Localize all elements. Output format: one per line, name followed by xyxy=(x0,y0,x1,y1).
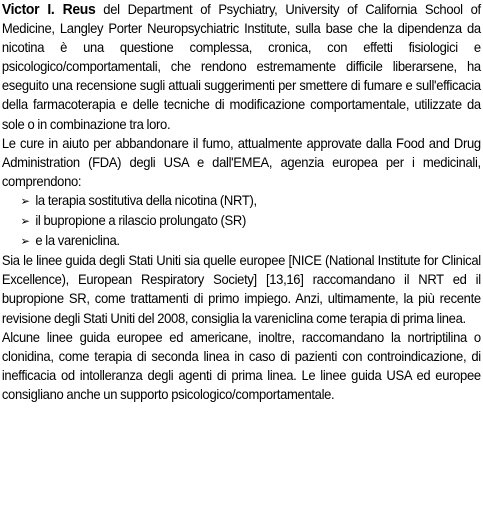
author-name: Victor I. Reus xyxy=(1,1,96,18)
approved-treatments-paragraph: Le cure in aiuto per abbandonare il fumo, attualmente approvate dalla Food and Drug Administration (FDA) degli USA e dall'EMEA, agenzia europea per i medicinali, comprendono: xyxy=(1,134,481,189)
guidelines-paragraph: Sia le linee guida degli Stati Uniti sia quelle europee [NICE (National Institute for Clinical Excellence), European Respiratory Society] [13,16] raccomandano il NRT ed il bupropione SR, come trattamenti di primo impiego. Anzi, ultimamente, la più recente revisione degli Stati Uniti del 2008, consiglia la vareniclina come terapia di prima linea. xyxy=(1,252,481,326)
arrowhead-bullet-icon: ➢ xyxy=(20,193,30,208)
arrowhead-bullet-icon: ➢ xyxy=(20,234,30,249)
second-line-paragraph: Alcune linee guida europee ed americane, inoltre, raccomandano la nortriptilina o clonidina, come terapia di seconda linea in caso di pazienti con controindicazione, di inefficacia od intolleranza degli agenti di prima linea. Le linee guida USA ed europee consigliano anche un supporto psicologico/comportamentale. xyxy=(1,328,481,402)
list-item xyxy=(20,231,480,251)
list-item-text: la terapia sostitutiva della nicotina (NRT), xyxy=(35,191,257,208)
intro-text: del Department of Psychiatry, University of California School of Medicine, Langley Porter Neuropsychiatric Institute, sulla base che la dipendenza da nicotina è una questione complessa, cronica, con effetti fisiologici e psicologico/comportamentali, che rendono estremamente difficile liberarsene, ha eseguito una recensione sugli attuali suggerimenti per smettere di fumare e sull'efficacia della farmacoterapia e delle tecniche di modificazione comportamentale, utilizzate da sole o in combinazione tra loro. xyxy=(1,1,481,132)
list-item-text: e la vareniclina. xyxy=(35,232,120,249)
treatment-list xyxy=(2,191,481,251)
intro-paragraph xyxy=(2,0,481,134)
list-item xyxy=(20,211,480,231)
arrowhead-bullet-icon: ➢ xyxy=(20,214,30,229)
list-item xyxy=(20,191,480,211)
list-item-text: il bupropione a rilascio prolungato (SR) xyxy=(35,212,247,229)
